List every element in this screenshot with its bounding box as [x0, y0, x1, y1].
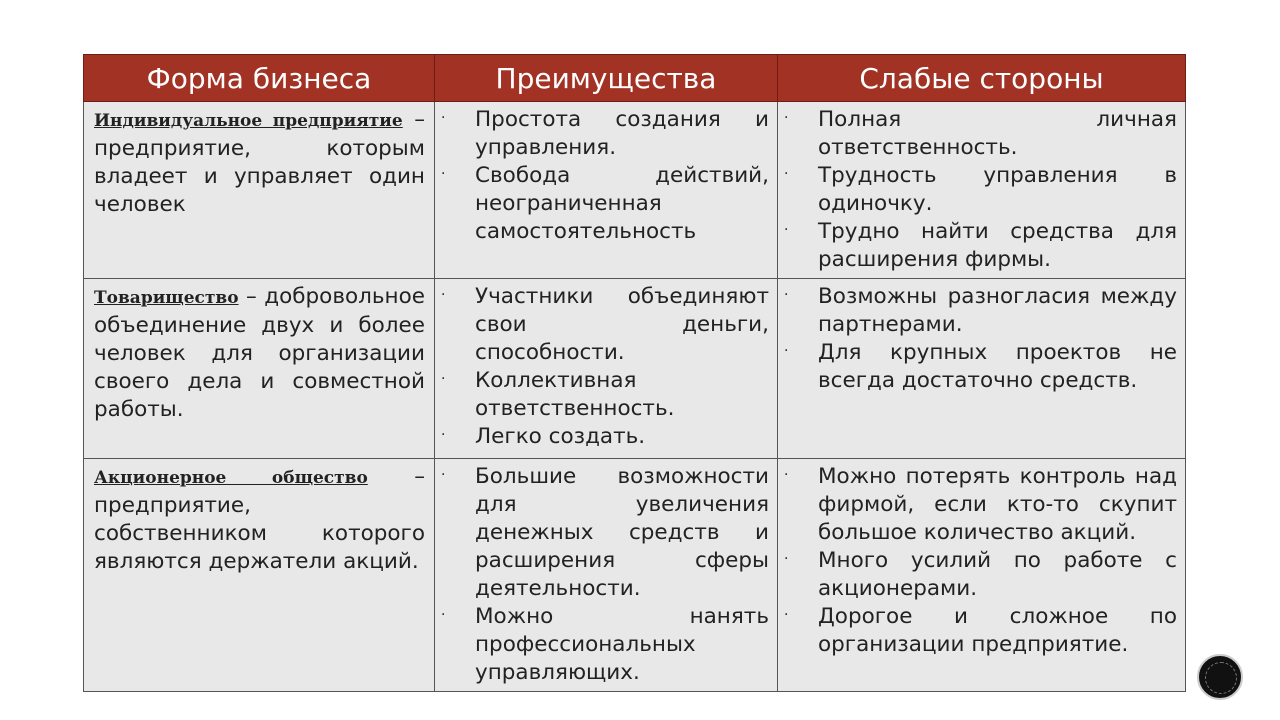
- weaknesses-cell: [778, 102, 1186, 279]
- bullet-icon: ·: [441, 166, 446, 182]
- table-row: [84, 279, 1186, 459]
- bullet-icon: ·: [441, 427, 446, 443]
- advantages-cell: [435, 102, 778, 279]
- circle-inner-icon: [1205, 662, 1237, 694]
- advantages-cell: [435, 279, 778, 459]
- list-item: · Свобода действий, неограниченная самостоятельность: [441, 163, 769, 244]
- list-item: · Простота создания и управления.: [441, 107, 769, 160]
- list-item: · Трудность управления в одиночку.: [784, 163, 1177, 216]
- bullet-icon: ·: [784, 551, 789, 567]
- list-item: · Участники объединяют свои деньги, способности.: [441, 284, 769, 365]
- bullet-icon: ·: [784, 343, 789, 359]
- form-cell: [84, 102, 435, 279]
- list-item: · Возможны разногласия между партнерами.: [784, 284, 1177, 337]
- list-item: · Много усилий по работе с акционерами.: [784, 548, 1177, 601]
- advantages-cell: [435, 459, 778, 692]
- form-cell: [84, 459, 435, 692]
- bullet-icon: ·: [441, 371, 446, 387]
- bullet-icon: ·: [441, 607, 446, 623]
- bullet-icon: ·: [784, 287, 789, 303]
- header-form: Форма бизнеса: [84, 55, 435, 102]
- header-advantages: Преимущества: [435, 55, 778, 102]
- form-name: Акционерное общество: [94, 468, 368, 488]
- form-description: – предприятие, собственником которого являются держатели акций.: [94, 464, 425, 574]
- bullet-icon: ·: [441, 110, 446, 126]
- form-description: – предприятие, которым владеет и управляет один человек: [94, 107, 425, 217]
- list-item: · Полная личная ответственность.: [784, 107, 1177, 160]
- bullet-icon: ·: [784, 607, 789, 623]
- list-item: · Большие возможности для увеличения денежных средств и расширения сферы деятельности.: [441, 464, 769, 601]
- list-item: · Трудно найти средства для расширения фирмы.: [784, 219, 1177, 272]
- list-item: · Легко создать.: [441, 424, 646, 449]
- bullet-icon: ·: [784, 467, 789, 483]
- bullet-icon: ·: [784, 110, 789, 126]
- business-forms-table: [83, 54, 1186, 692]
- header-row: [84, 55, 1186, 102]
- list-item: · Можно потерять контроль над фирмой, если кто-то скупит большое количество акций.: [784, 464, 1177, 545]
- list-item: · Для крупных проектов не всегда достаточно средств.: [784, 340, 1177, 393]
- form-description: – добровольное объединение двух и более человек для организации своего дела и совместной работы.: [94, 284, 425, 422]
- weaknesses-cell: [778, 279, 1186, 459]
- list-item: · Можно нанять профессиональных управляющих.: [441, 604, 769, 685]
- table-row: [84, 102, 1186, 279]
- form-cell: [84, 279, 435, 459]
- weaknesses-cell: [778, 459, 1186, 692]
- bullet-icon: ·: [441, 287, 446, 303]
- list-item: · Коллективная ответственность.: [441, 368, 675, 421]
- table-row: [84, 459, 1186, 692]
- form-name: Товарищество: [94, 288, 239, 308]
- bullet-icon: ·: [784, 166, 789, 182]
- bullet-icon: ·: [784, 222, 789, 238]
- header-weaknesses: Слабые стороны: [778, 55, 1186, 102]
- navigation-circle-icon[interactable]: [1197, 654, 1243, 700]
- bullet-icon: ·: [441, 467, 446, 483]
- form-name: Индивидуальное предприятие: [94, 111, 403, 131]
- list-item: · Дорогое и сложное по организации предприятие.: [784, 604, 1177, 657]
